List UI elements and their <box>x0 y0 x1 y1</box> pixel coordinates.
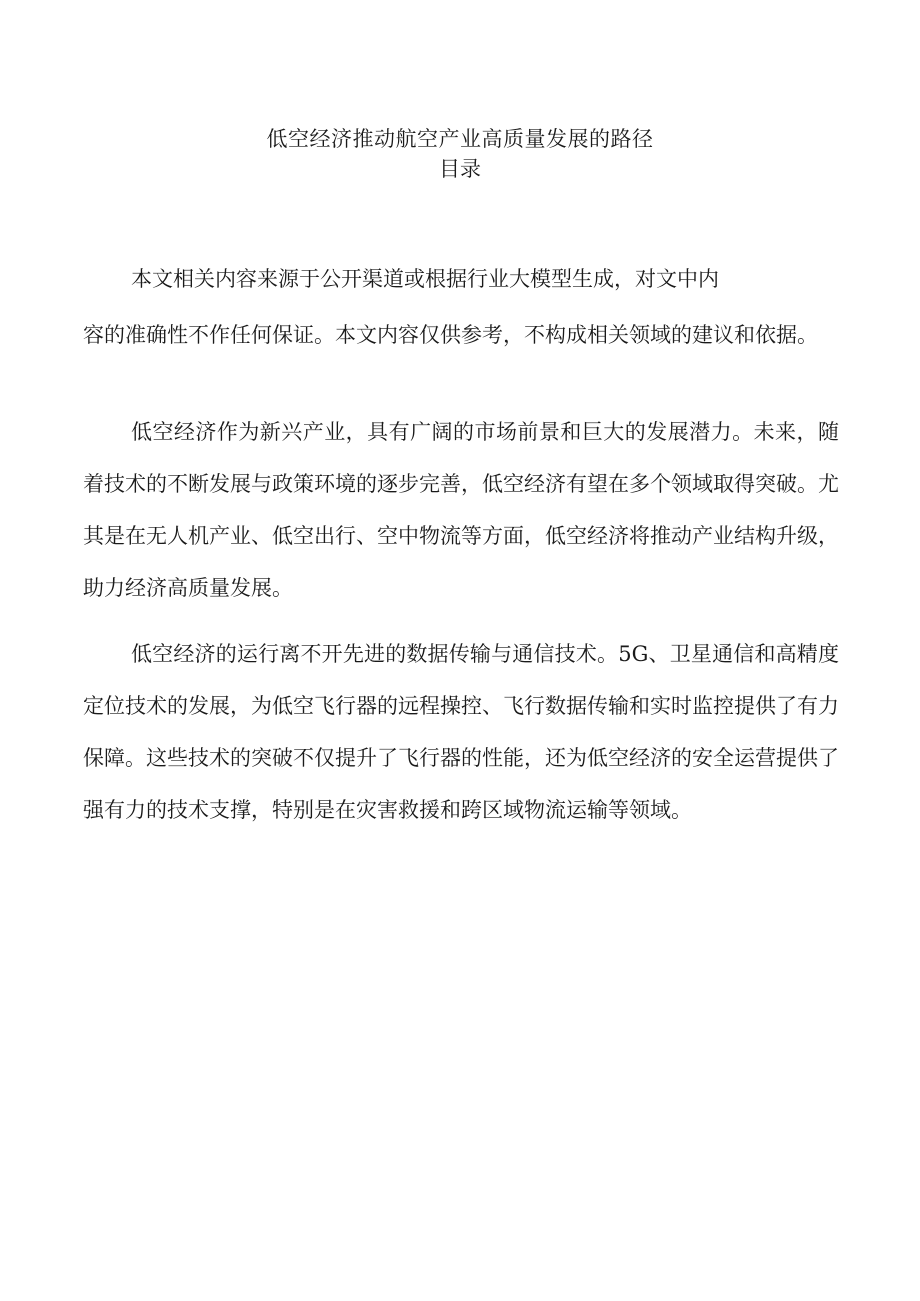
body-paragraph-2: 低空经济的运行离不开先进的数据传输与通信技术。5G、卫星通信和高精度定位技术的发展，为低空飞行器的远程操控、飞行数据传输和实时监控提供了有力保障。这些技术的突破不仅提升了飞行器的性能，还为低空经济的安全运营提供了强有力的技术支撑，特别是在灾害救援和跨区域物流运输等领域。 <box>83 642 839 822</box>
disclaimer-line-2: 容的准确性不作任何保证。本文内容仅供参考，不构成相关领域的建议和依据。 <box>83 323 818 347</box>
toc-heading: 目录 <box>439 157 481 181</box>
document-title: 低空经济推动航空产业高质量发展的路径 <box>266 127 654 151</box>
disclaimer-line-1: 本文相关内容来源于公开渠道或根据行业大模型生成，对文中内 <box>131 267 719 291</box>
body-paragraph-1: 低空经济作为新兴产业，具有广阔的市场前景和巨大的发展潜力。未来，随着技术的不断发展与政策环境的逐步完善，低空经济有望在多个领域取得突破。尤其是在无人机产业、低空出行、空中物流等方面，低空经济将推动产业结构升级，助力经济高质量发展。 <box>83 420 839 600</box>
